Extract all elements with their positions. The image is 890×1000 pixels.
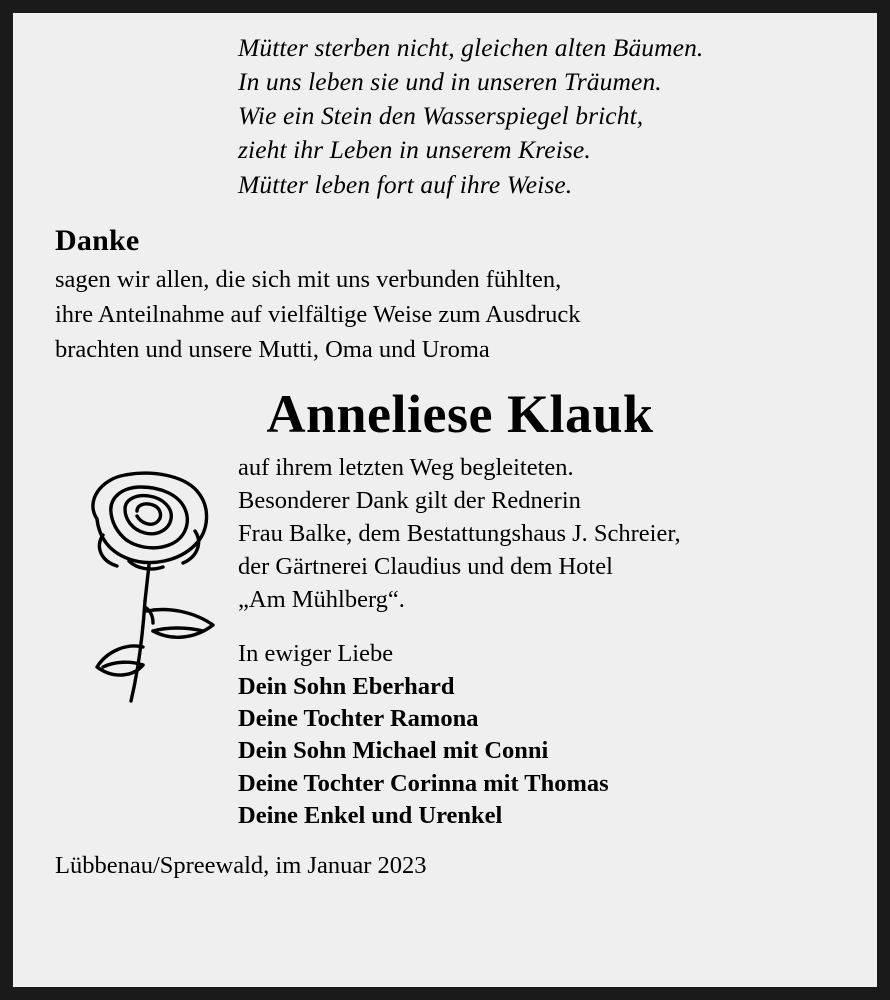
signatory: Deine Tochter Corinna mit Thomas [238, 769, 609, 797]
poem-line: In uns leben sie und in unseren Träumen. [238, 67, 662, 97]
signatory: Dein Sohn Eberhard [238, 672, 455, 700]
deceased-name: Anneliese Klauk [266, 383, 654, 444]
place-date: Lübbenau/Spreewald, im Januar 2023 [55, 852, 427, 880]
poem-line: zieht ihr Leben in unserem Kreise. [238, 135, 591, 165]
poem-line: Mütter sterben nicht, gleichen alten Bäumen. [238, 33, 704, 62]
thanks-heading: Danke [55, 223, 140, 257]
body-line: Frau Balke, dem Bestattungshaus J. Schreier, [238, 520, 681, 547]
rose-icon [67, 461, 227, 721]
poem-block [43, 31, 847, 202]
body-line: Besonderer Dank gilt der Rednerin [238, 486, 581, 514]
signatory: Dein Sohn Michael mit Conni [238, 737, 549, 765]
thanks-body [55, 262, 847, 367]
lower-section [43, 451, 847, 832]
body-line: auf ihrem letzten Weg begleiteten. [238, 453, 574, 481]
signatory: Deine Tochter Ramona [238, 704, 479, 732]
closing-block [238, 638, 847, 832]
body-line: der Gärtnerei Claudius und dem Hotel [238, 553, 613, 581]
closing-intro: In ewiger Liebe [238, 640, 394, 668]
thanks-body-line: ihre Anteilnahme auf vielfältige Weise zum Ausdruck [55, 300, 581, 328]
body-line: „Am Mühlberg“. [238, 586, 405, 614]
thanks-body-line: brachten und unsere Mutti, Oma und Uroma [55, 335, 490, 363]
poem-line: Mütter leben fort auf ihre Weise. [238, 169, 573, 199]
poem-line: Wie ein Stein den Wasserspiegel bricht, [238, 101, 644, 131]
signatory: Deine Enkel und Urenkel [238, 801, 503, 829]
body-after-name [238, 451, 847, 616]
thanks-body-line: sagen wir allen, die sich mit uns verbunden fühlten, [55, 265, 562, 293]
